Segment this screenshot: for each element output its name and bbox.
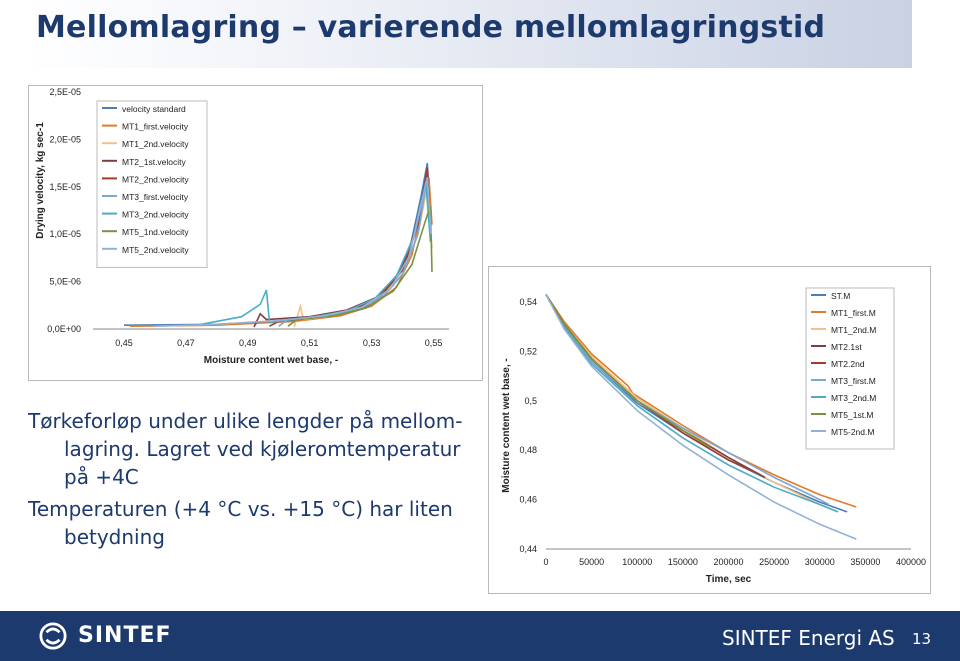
y-tick-label: 0,44 bbox=[519, 544, 537, 554]
legend-entry: MT1_2nd.velocity bbox=[122, 139, 189, 150]
footer bbox=[0, 611, 960, 661]
legend-entry: ST.M bbox=[831, 291, 851, 301]
x-tick-label: 0 bbox=[543, 557, 549, 567]
company-name: SINTEF Energi AS bbox=[722, 626, 895, 650]
legend-entry: MT2.1st bbox=[831, 342, 862, 352]
x-axis-label: Moisture content wet base, - bbox=[203, 355, 339, 366]
bullet-list bbox=[28, 407, 478, 555]
x-tick-label: 0,47 bbox=[177, 338, 195, 348]
legend-entry: MT5-2nd.M bbox=[831, 427, 875, 437]
legend-entry: MT3_2nd.velocity bbox=[122, 209, 189, 220]
legend-entry: MT5_1st.M bbox=[831, 410, 874, 420]
legend-entry: velocity standard bbox=[122, 104, 186, 114]
y-tick-label: 0,0E+00 bbox=[47, 324, 81, 334]
y-tick-label: 1,0E-05 bbox=[49, 229, 81, 240]
legend-entry: MT1_first.M bbox=[831, 308, 876, 318]
y-tick-label: 0,46 bbox=[519, 494, 537, 505]
y-tick-label: 0,5 bbox=[524, 395, 537, 406]
legend-entry: MT5_2nd.velocity bbox=[122, 244, 189, 255]
legend-entry: MT2.2nd bbox=[831, 359, 865, 369]
bullet-item: Tørkeforløp under ulike lengder på mellom-lagring. Lagret ved kjøleromtemperatur på +4C bbox=[28, 409, 463, 489]
x-tick-label: 0,53 bbox=[362, 338, 381, 348]
legend-entry: MT1_2nd.M bbox=[831, 325, 877, 335]
x-tick-label: 150000 bbox=[667, 557, 698, 567]
legend-entry: MT3_first.M bbox=[831, 376, 876, 386]
y-axis-label: Drying velocity, kg sec-1 bbox=[35, 122, 46, 239]
logo-text: SINTEF bbox=[78, 623, 172, 648]
legend bbox=[97, 101, 207, 267]
legend-entry: MT5_1nd.velocity bbox=[122, 227, 189, 238]
x-tick-label: 350000 bbox=[850, 557, 881, 567]
x-tick-label: 0,55 bbox=[424, 338, 443, 348]
moisture-chart bbox=[488, 266, 931, 594]
y-tick-label: 0,52 bbox=[519, 346, 537, 357]
x-tick-label: 0,45 bbox=[115, 338, 133, 348]
series-line bbox=[201, 182, 430, 324]
legend-entry: MT1_first.velocity bbox=[122, 121, 189, 132]
y-tick-label: 5,0E-06 bbox=[49, 276, 81, 287]
y-tick-label: 2,5E-05 bbox=[49, 87, 81, 97]
velocity-chart-svg bbox=[29, 86, 482, 380]
x-tick-label: 200000 bbox=[713, 557, 744, 567]
x-tick-label: 50000 bbox=[579, 557, 605, 567]
x-tick-label: 400000 bbox=[895, 557, 927, 567]
series-line bbox=[546, 295, 710, 448]
x-tick-label: 300000 bbox=[804, 557, 835, 567]
legend-entry: MT3_first.velocity bbox=[122, 192, 189, 202]
x-tick-label: 0,49 bbox=[239, 338, 257, 348]
y-axis-label: Moisture content wet base, - bbox=[501, 358, 512, 493]
series-line bbox=[270, 168, 431, 326]
legend-entry: MT2_1st.velocity bbox=[122, 156, 186, 167]
series-line bbox=[546, 295, 765, 478]
series-line bbox=[546, 295, 829, 505]
series-line bbox=[254, 170, 430, 327]
series-line bbox=[546, 295, 756, 473]
bullet-item: Temperaturen (+4 °C vs. +15 °C) har liten betydning bbox=[28, 497, 453, 549]
velocity-chart bbox=[28, 85, 483, 381]
slide-title: Mellomlagring – varierende mellomlagringstid bbox=[36, 10, 826, 45]
y-tick-label: 0,48 bbox=[519, 445, 537, 456]
legend bbox=[806, 288, 894, 449]
series-line bbox=[546, 295, 838, 512]
x-tick-label: 250000 bbox=[759, 557, 790, 567]
series-line bbox=[546, 295, 838, 512]
legend-entry: MT2_2nd.velocity bbox=[122, 174, 189, 185]
x-tick-label: 100000 bbox=[622, 557, 653, 567]
series-line bbox=[546, 295, 847, 512]
x-axis-label: Time, sec bbox=[705, 574, 752, 585]
page-number: 13 bbox=[912, 630, 932, 648]
y-tick-label: 2,0E-05 bbox=[49, 134, 81, 145]
y-tick-label: 1,5E-05 bbox=[49, 181, 81, 192]
moisture-chart-svg bbox=[489, 267, 930, 593]
sintef-logo-icon bbox=[38, 622, 68, 650]
x-tick-label: 0,51 bbox=[300, 338, 319, 348]
y-tick-label: 0,54 bbox=[519, 297, 537, 307]
legend-entry: MT3_2nd.M bbox=[831, 393, 877, 403]
